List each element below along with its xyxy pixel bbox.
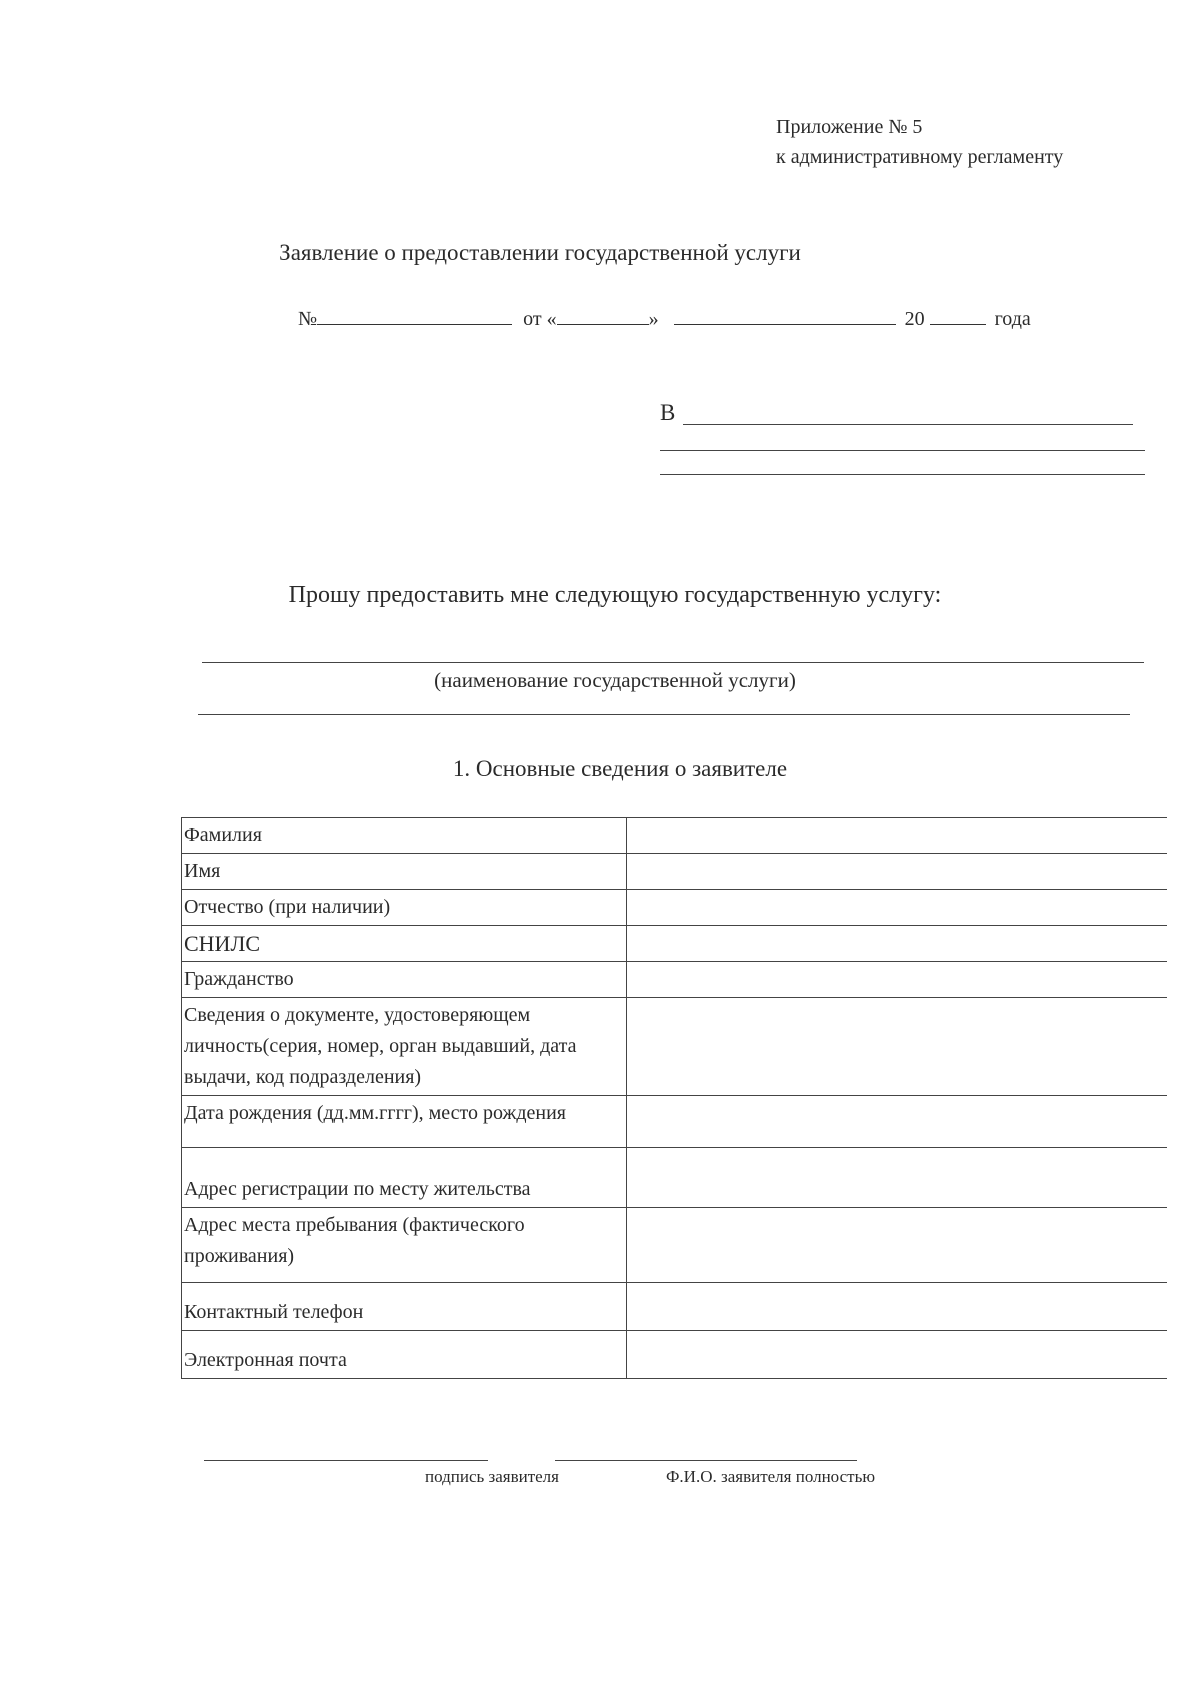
document-title: Заявление о предоставлении государственной услуги [279, 240, 801, 265]
row-label-name: Имя [182, 854, 627, 890]
table-row [182, 926, 1168, 962]
table-row [182, 998, 1168, 1096]
year-prefix: 20 [904, 308, 925, 330]
number-date-row [298, 304, 1031, 331]
day-field[interactable] [557, 304, 649, 325]
row-value-name[interactable] [627, 854, 1168, 890]
row-label-id-document: Сведения о документе, удостоверяющем личность(серия, номер, орган выдавший, дата выдачи, код подразделения) [182, 998, 627, 1096]
table-row [182, 854, 1168, 890]
number-field[interactable] [317, 304, 512, 325]
service-name-line[interactable] [202, 662, 1144, 663]
row-label-phone: Контактный телефон [182, 1283, 627, 1331]
annex-reference: к административному регламенту [776, 146, 1064, 168]
row-label-residence-address: Адрес места пребывания (фактического проживания) [182, 1208, 627, 1283]
applicant-info-table [181, 817, 1167, 1379]
from-label: от « [523, 308, 557, 330]
row-value-patronymic[interactable] [627, 890, 1168, 926]
row-label-birth: Дата рождения (дд.мм.гггг), место рождения [182, 1096, 627, 1148]
quote-close: » [648, 308, 659, 330]
signature-line[interactable] [204, 1460, 488, 1461]
service-name-line-2[interactable] [198, 714, 1130, 715]
full-name-caption: Ф.И.О. заявителя полностью [666, 1467, 876, 1486]
service-name-caption: (наименование государственной услуги) [434, 668, 796, 692]
table-row [182, 962, 1168, 998]
table-row [182, 818, 1168, 854]
row-value-id-document[interactable] [627, 998, 1168, 1096]
row-value-surname[interactable] [627, 818, 1168, 854]
year-field[interactable] [930, 304, 986, 325]
row-label-citizenship: Гражданство [182, 962, 627, 998]
full-name-line[interactable] [555, 1460, 857, 1461]
month-field[interactable] [674, 304, 896, 325]
row-value-email[interactable] [627, 1331, 1168, 1379]
row-label-snils: СНИЛС [182, 926, 627, 962]
row-value-snils[interactable] [627, 926, 1168, 962]
annex-number: Приложение № 5 [776, 116, 923, 138]
table-row [182, 1283, 1168, 1331]
row-label-patronymic: Отчество (при наличии) [182, 890, 627, 926]
row-label-surname: Фамилия [182, 818, 627, 854]
signature-caption: подпись заявителя [425, 1467, 559, 1486]
annex-header [776, 112, 1063, 172]
addressee-line-1[interactable] [683, 424, 1133, 425]
row-value-residence-address[interactable] [627, 1208, 1168, 1283]
table-row [182, 1331, 1168, 1379]
table-row [182, 1096, 1168, 1148]
row-value-registration-address[interactable] [627, 1148, 1168, 1208]
row-value-birth[interactable] [627, 1096, 1168, 1148]
row-value-phone[interactable] [627, 1283, 1168, 1331]
section-title: 1. Основные сведения о заявителе [452, 756, 788, 781]
row-label-registration-address: Адрес регистрации по месту жительства [182, 1148, 627, 1208]
number-label: № [298, 308, 318, 330]
year-suffix: года [994, 308, 1031, 330]
table-row [182, 890, 1168, 926]
addressee-line-2[interactable] [660, 450, 1145, 451]
row-label-email: Электронная почта [182, 1331, 627, 1379]
addressee-label: В [660, 400, 676, 425]
row-value-citizenship[interactable] [627, 962, 1168, 998]
table-row [182, 1208, 1168, 1283]
request-text: Прошу предоставить мне следующую государственную услугу: [288, 582, 942, 608]
table-row [182, 1148, 1168, 1208]
addressee-line-3[interactable] [660, 474, 1145, 475]
